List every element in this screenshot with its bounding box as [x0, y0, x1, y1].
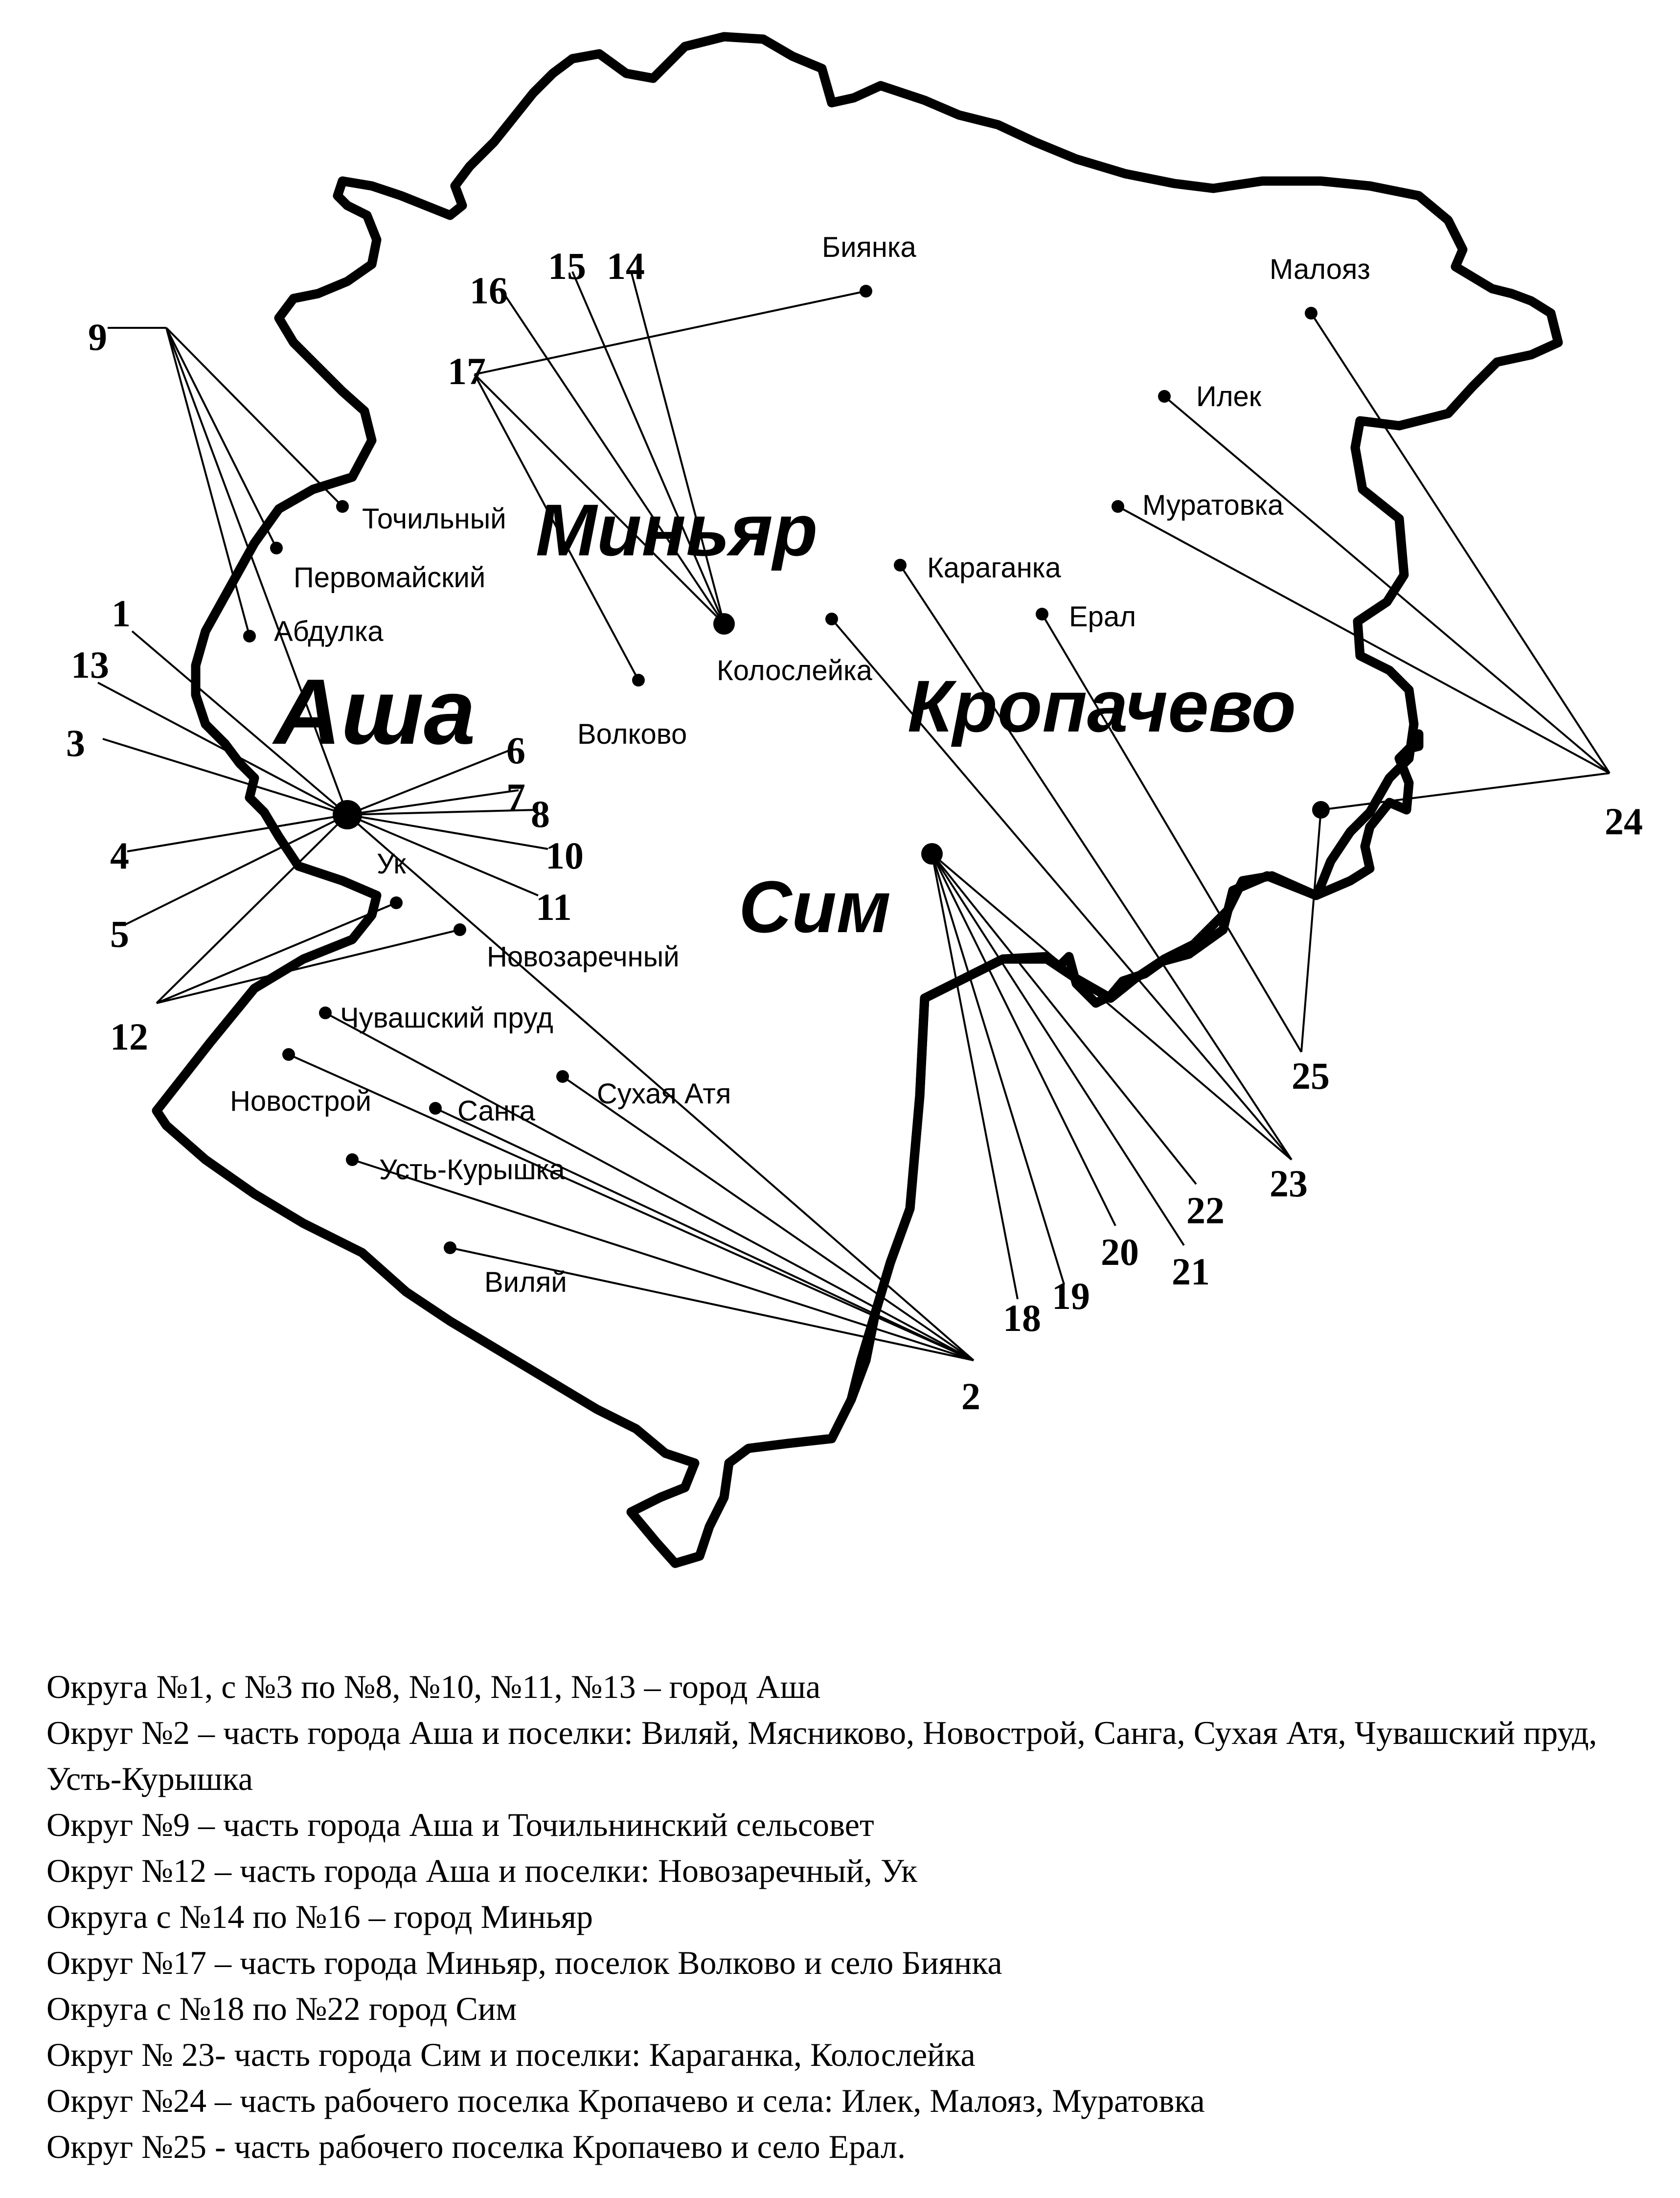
dot-uk	[390, 896, 403, 909]
dot-eral	[1036, 608, 1048, 620]
dot-vilyay	[444, 1241, 456, 1254]
district-number-9: 9	[88, 316, 107, 358]
leader-line	[166, 328, 342, 506]
legend-item: Округ № 23- часть города Сим и поселки: Караганка, Колослейка	[46, 2036, 976, 2073]
leader-line	[563, 1076, 974, 1360]
dot-pervomaisky	[270, 542, 283, 554]
dot-biyanka	[860, 285, 872, 298]
settlement-label-muratovka: Муратовка	[1142, 489, 1284, 521]
legend-item: Округ №2 – часть города Аша и поселки: Виляй, Мясниково, Новострой, Санга, Сухая Атя, Чувашский пруд, Усть-Курышка	[46, 1714, 1597, 1797]
settlement-label-uk: Ук	[377, 848, 406, 880]
leader-line	[932, 854, 1196, 1184]
dot-koloslejka	[825, 613, 838, 625]
district-number-24: 24	[1605, 800, 1643, 843]
leader-line	[932, 854, 1115, 1226]
settlement-label-tochilny: Точильный	[362, 503, 506, 535]
legend-item: Округ №12 – часть города Аша и поселки: Новозаречный, Ук	[46, 1852, 918, 1889]
settlement-label-vilyay: Виляй	[484, 1266, 567, 1298]
settlement-label-sukhaya-atya: Сухая Атя	[597, 1078, 731, 1110]
internal-boundary	[851, 734, 1419, 1399]
dot-sukhaya-atya	[556, 1070, 569, 1083]
settlement-label-biyanka: Биянка	[822, 231, 916, 263]
settlement-label-pervomaisky: Первомайский	[294, 562, 486, 594]
leader-line	[900, 565, 1292, 1160]
settlement-label-eral: Ерал	[1069, 601, 1136, 633]
leader-line	[1311, 313, 1610, 773]
leader-line	[347, 815, 538, 895]
district-number-10: 10	[545, 834, 584, 877]
legend-item: Округа с №14 по №16 – город Миньяр	[46, 1898, 593, 1935]
legend	[46, 1664, 1636, 2170]
dot-chuvashsky-prud	[319, 1007, 332, 1019]
legend-item: Округ №17 – часть города Миньяр, поселок Волково и село Биянка	[46, 1944, 1002, 1981]
dot-volkovo	[632, 674, 645, 687]
leader-line	[435, 1108, 974, 1360]
district-number-8: 8	[531, 793, 550, 835]
dot-karaganka	[894, 559, 907, 572]
district-number-4: 4	[110, 834, 129, 877]
settlement-label-karaganka: Караганка	[927, 552, 1061, 584]
settlement-label-novostroy: Новострой	[230, 1085, 372, 1117]
leader-line	[157, 815, 347, 1003]
district-number-16: 16	[470, 269, 508, 312]
dot-tochilny	[336, 500, 349, 513]
district-number-3: 3	[66, 722, 85, 764]
leader-line	[450, 1248, 974, 1360]
settlement-label-ust-kuryshka: Усть-Курышка	[379, 1154, 565, 1186]
settlement-label-novozarechny: Новозаречный	[487, 941, 680, 973]
legend-item: Округ №9 – часть города Аша и Точильнинский сельсовет	[46, 1806, 874, 1843]
district-number-15: 15	[548, 245, 586, 287]
district-number-5: 5	[110, 913, 129, 955]
leader-line	[347, 815, 548, 849]
district-number-6: 6	[506, 729, 525, 772]
dot-kropachevo-center	[1312, 801, 1330, 819]
dot-minyar-center	[713, 613, 735, 635]
district-number-14: 14	[607, 245, 645, 287]
legend-item: Округ №25 - часть рабочего поселка Кропачево и село Ерал.	[46, 2128, 906, 2165]
city-label-minyar: Миньяр	[536, 489, 818, 571]
settlement-label-sanga: Санга	[457, 1095, 535, 1127]
dot-asha-center	[333, 800, 362, 829]
leader-line	[572, 272, 724, 624]
settlement-dots	[243, 285, 1330, 1254]
city-label-kropachevo: Кропачево	[908, 665, 1296, 747]
district-number-20: 20	[1101, 1231, 1139, 1273]
district-number-13: 13	[71, 643, 109, 686]
settlement-label-chuvashsky-prud: Чувашский пруд	[340, 1002, 553, 1034]
district-number-18: 18	[1003, 1297, 1041, 1339]
leader-line	[504, 294, 724, 624]
district-number-21: 21	[1172, 1250, 1210, 1293]
dot-sim-center	[921, 843, 943, 865]
district-number-1: 1	[112, 592, 131, 635]
settlement-label-volkovo: Волково	[577, 718, 687, 750]
leader-line	[352, 1160, 974, 1360]
district-number-2: 2	[961, 1375, 980, 1418]
leader-line	[127, 815, 347, 851]
dot-sanga	[429, 1102, 442, 1115]
dot-ilek	[1158, 390, 1171, 403]
dot-maloyaz	[1305, 307, 1317, 320]
settlement-label-ilek: Илек	[1196, 381, 1262, 412]
legend-item: Округа №1, с №3 по №8, №10, №11, №13 – город Аша	[46, 1668, 821, 1705]
settlement-label-maloyaz: Малояз	[1270, 253, 1370, 285]
dot-novozarechny	[454, 923, 466, 936]
leader-line	[166, 328, 250, 636]
district-number-12: 12	[110, 1015, 148, 1058]
dot-abdulka	[243, 630, 256, 642]
leader-line	[1301, 810, 1321, 1052]
leader-line	[1321, 773, 1610, 810]
leader-line	[932, 854, 1064, 1284]
settlement-label-abdulka: Абдулка	[274, 616, 384, 647]
dot-novostroy	[282, 1048, 295, 1061]
district-number-17: 17	[448, 350, 486, 392]
district-number-7: 7	[506, 776, 525, 818]
district-number-22: 22	[1186, 1189, 1225, 1232]
leader-line	[166, 328, 276, 548]
city-label-asha: Аша	[274, 660, 476, 764]
leader-line	[157, 930, 460, 1003]
leader-line	[475, 291, 866, 374]
dot-muratovka	[1112, 500, 1124, 513]
city-label-sim: Сим	[739, 866, 891, 948]
district-number-25: 25	[1292, 1054, 1330, 1097]
legend-item: Округа с №18 по №22 город Сим	[46, 1990, 517, 2027]
legend-item: Округ №24 – часть рабочего поселка Кропачево и села: Илек, Малояз, Муратовка	[46, 2082, 1205, 2119]
district-number-23: 23	[1270, 1162, 1308, 1205]
dot-ust-kuryshka	[346, 1153, 359, 1166]
district-number-19: 19	[1052, 1275, 1090, 1317]
settlement-label-koloslejka: Колослейка	[717, 655, 872, 687]
district-number-11: 11	[536, 886, 572, 928]
